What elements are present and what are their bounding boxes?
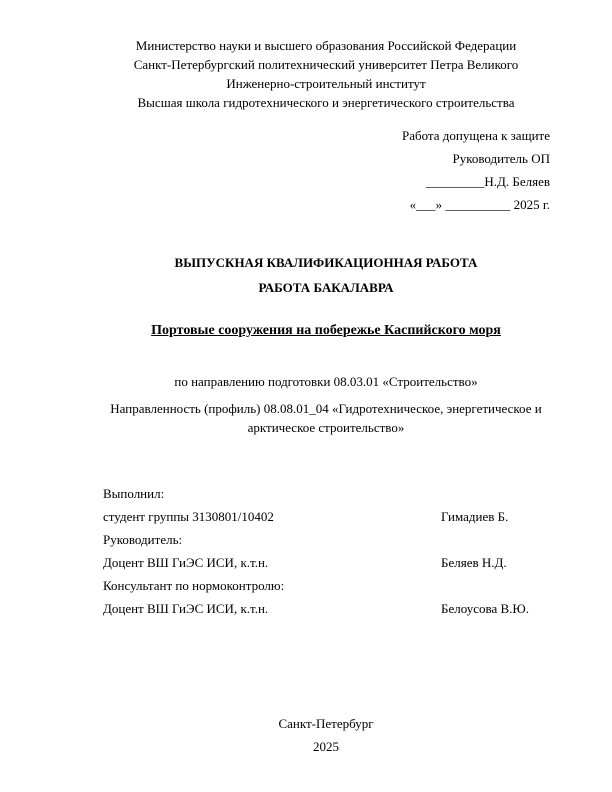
signature-role: Доцент ВШ ГиЭС ИСИ, к.т.н. bbox=[103, 555, 269, 570]
school-line: Высшая школа гидротехнического и энергетического строительства bbox=[137, 95, 515, 110]
study-direction bbox=[0, 372, 612, 437]
signature-row bbox=[103, 507, 543, 530]
university-line: Санкт-Петербургский политехнический университет Петра Великого bbox=[133, 57, 519, 72]
signature-role: Руководитель: bbox=[103, 532, 183, 547]
signature-role: Доцент ВШ ГиЭС ИСИ, к.т.н. bbox=[103, 601, 269, 616]
signature-row bbox=[103, 484, 543, 507]
signature-role: Выполнил: bbox=[103, 486, 165, 501]
work-type-subtitle: РАБОТА БАКАЛАВРА bbox=[258, 280, 394, 295]
footer bbox=[0, 712, 612, 758]
approval-role: Руководитель ОП bbox=[452, 151, 550, 166]
signature-name: Гимадиев Б. bbox=[441, 509, 509, 524]
direction-line: по направлению подготовки 08.03.01 «Строительство» bbox=[174, 374, 478, 389]
signature-row bbox=[103, 530, 543, 553]
signature-row bbox=[103, 576, 543, 599]
signature-name: Белоусова В.Ю. bbox=[441, 601, 530, 616]
signature-row bbox=[103, 599, 543, 622]
institute-line: Инженерно-строительный институт bbox=[226, 76, 426, 91]
signature-role: студент группы 3130801/10402 bbox=[103, 509, 274, 524]
ministry-line: Министерство науки и высшего образования Российской Федерации bbox=[135, 38, 517, 53]
year: 2025 bbox=[313, 739, 339, 754]
signature-role: Консультант по нормоконтролю: bbox=[103, 578, 285, 593]
work-type-title: ВЫПУСКНАЯ КВАЛИФИКАЦИОННАЯ РАБОТА bbox=[174, 255, 478, 270]
approval-status: Работа допущена к защите bbox=[401, 128, 550, 143]
institution-header bbox=[0, 36, 612, 112]
approval-block bbox=[402, 124, 550, 216]
signature-name: Беляев Н.Д. bbox=[441, 555, 507, 570]
signatures-block bbox=[103, 484, 543, 622]
work-type bbox=[0, 250, 612, 300]
city: Санкт-Петербург bbox=[278, 716, 374, 731]
thesis-topic: Портовые сооружения на побережье Каспийского моря bbox=[151, 323, 501, 338]
signature-row bbox=[103, 553, 543, 576]
approval-date: «___» __________ 2025 г. bbox=[409, 197, 550, 212]
approval-signature: _________Н.Д. Беляев bbox=[425, 174, 550, 189]
profile-line: Направленность (профиль) 08.08.01_04 «Гидротехническое, энергетическое и арктическое строительство» bbox=[110, 401, 542, 435]
